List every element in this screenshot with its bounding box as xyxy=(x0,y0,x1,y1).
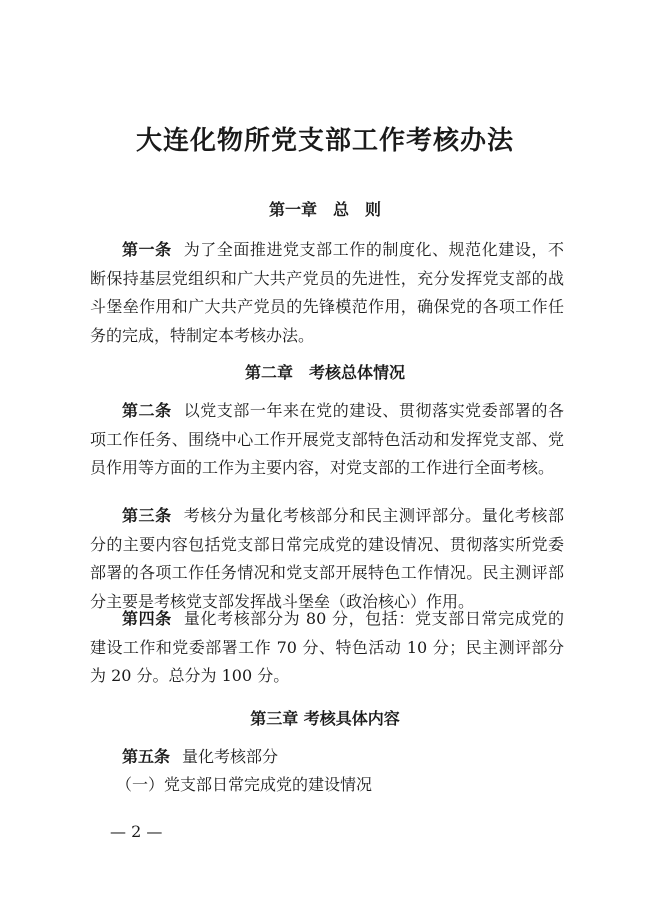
article-1 xyxy=(90,236,564,350)
article-4-label: 第四条 xyxy=(122,609,172,628)
page-number: — 2 — xyxy=(110,822,163,841)
article-1-text: 为了全面推进党支部工作的制度化、规范化建设，不断保持基层党组织和广大共产党员的先进性，充分发挥党支部的战斗堡垒作用和广大共产党员的先锋模范作用，确保党的各项工作任务的完成，特制定本考核办法。 xyxy=(90,240,564,345)
article-4-text: 量化考核部分为 80 分，包括：党支部日常完成党的建设工作和党委部署工作 70 分、特色活动 10 分；民主测评部分为 20 分。总分为 100 分。 xyxy=(90,609,564,685)
article-5-text: 量化考核部分 xyxy=(182,747,279,766)
document-title: 大连化物所党支部工作考核办法 xyxy=(135,126,514,156)
article-2-label: 第二条 xyxy=(122,401,172,420)
article-3-text: 考核分为量化考核部分和民主测评部分。量化考核部分的主要内容包括党支部日常完成党的建设情况、贯彻落实所党委部署的各项工作任务情况和党支部开展特色工作情况。民主测评部分主要是考核党支部发挥战斗堡垒（政治核心）作用。 xyxy=(90,506,564,611)
article-2-text: 以党支部一年来在党的建设、贯彻落实党委部署的各项工作任务、围绕中心工作开展党支部特色活动和发挥党支部、党员作用等方面的工作为主要内容，对党支部的工作进行全面考核。 xyxy=(90,401,564,477)
article-4 xyxy=(90,605,564,691)
chapter-3-heading: 第三章 考核具体内容 xyxy=(250,709,400,728)
article-3 xyxy=(90,502,564,616)
article-2 xyxy=(90,397,564,483)
article-5 xyxy=(122,744,278,767)
item-1: （一）党支部日常完成党的建设情况 xyxy=(116,775,373,794)
article-5-label: 第五条 xyxy=(122,747,171,766)
chapter-2-heading: 第二章 考核总体情况 xyxy=(244,363,405,382)
article-3-label: 第三条 xyxy=(122,506,172,525)
article-1-label: 第一条 xyxy=(122,240,172,259)
chapter-1-heading: 第一章 总 则 xyxy=(268,200,381,219)
